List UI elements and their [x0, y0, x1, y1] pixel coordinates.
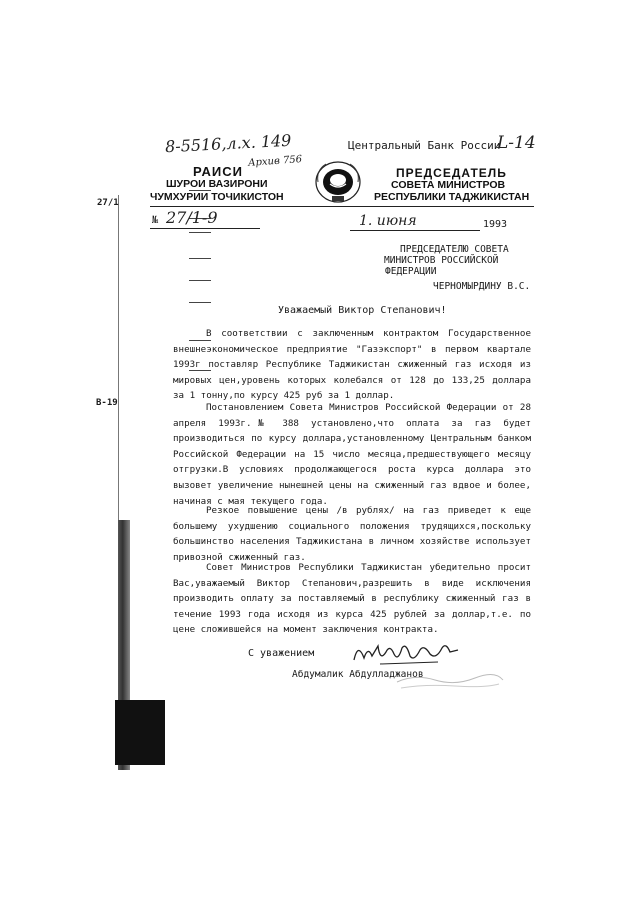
margin-mark-top: 27/1: [97, 198, 119, 208]
date-handwritten: 1. июня: [359, 213, 417, 229]
org-left-line2: ШУРОИ ВАЗИРОНИ: [166, 178, 268, 190]
paragraph-text: Резкое повышение цены /в рублях/ на газ приведет к еще большему ухудшению социального положения трудящихся,поскольку большинство населения Таджикистана в личном хозяйстве использует привозной сжиженный газ.: [173, 505, 531, 563]
org-right-line3: РЕСПУБЛИКИ ТАДЖИКИСТАН: [374, 191, 530, 203]
body-paragraph-2: [173, 400, 531, 509]
bank-stamp: Центральный Банк России: [348, 139, 501, 152]
archive-note-2: Архив 756: [247, 154, 303, 169]
addressee-line1: ПРЕДСЕДАТЕЛЮ СОВЕТА: [400, 244, 509, 255]
body-paragraph-1: [173, 326, 531, 404]
date-line: [350, 230, 480, 231]
signature-drawing: [350, 638, 465, 668]
date-year: 1993: [483, 219, 508, 230]
faint-stamp: [395, 670, 505, 692]
org-right-line2: СОВЕТА МИНИСТРОВ: [391, 179, 506, 191]
addressee-line2: МИНИСТРОВ РОССИЙСКОЙ: [384, 255, 499, 266]
margin-mark-mid: В-19: [96, 398, 118, 408]
state-emblem: [314, 160, 362, 204]
doc-number: 27/1-9: [166, 208, 218, 227]
addressee-line4: ЧЕРНОМЫРДИНУ В.С.: [433, 281, 531, 292]
org-right-line1: ПРЕДСЕДАТЕЛЬ: [396, 166, 507, 180]
closing: С уважением: [248, 648, 315, 659]
addressee-line3: ФЕДЕРАЦИИ: [385, 266, 437, 277]
header-divider: [150, 206, 534, 207]
body-paragraph-4: [173, 560, 531, 638]
paragraph-text: В соответствии с заключенным контрактом Государственное внешнеэкономическое предприятие "Газэкспорт" в первом квартале 1993г поставляр Республике Таджикистан сжиженный газ исходя из мировых цен,уровень которых колебался от 128 до 133,25 доллара за 1 тонну,по курсу 425 руб за 1 доллар.: [173, 328, 531, 402]
corner-mark: L-14: [497, 133, 536, 153]
scan-black-corner: [115, 700, 165, 765]
doc-number-line: [150, 228, 260, 229]
org-left-line1: РАИСИ: [193, 164, 243, 179]
salutation: Уважаемый Виктор Степанович!: [278, 305, 447, 316]
archive-note: 8-5516,л.х. 149: [164, 130, 292, 157]
signatory-name: Абдумалик Абдулладжанов: [292, 669, 424, 680]
org-left-line3: ЧУМХУРИИ ТОЧИКИСТОН: [150, 191, 284, 203]
paragraph-text: Совет Министров Республики Таджикистан убедительно просит Вас,уважаемый Виктор Степанович,разрешить в виде исключения производить оплату за поставляемый в республику сжиженный газ в течение 1993 года исходя из курса 425 рублей за доллар,т.е. по цене сложившейся на момент заключения контракта.: [173, 562, 531, 636]
body-paragraph-3: [173, 503, 531, 565]
paragraph-text: Постановлением Совета Министров Российской Федерации от 28 апреля 1993г.№ 388 установлено,что оплата за газ будет производиться по курсу доллара,установленному Центральным банком Российской Федерации на 15 число месяца,предшествующего месяцу отгрузки.В условиях продолжающегося роста курса доллара это вызовет увеличение нынешней цены на сжиженный газ вдвое и более, начиная с мая текущего года.: [173, 402, 531, 507]
doc-number-prefix: №: [152, 215, 159, 226]
